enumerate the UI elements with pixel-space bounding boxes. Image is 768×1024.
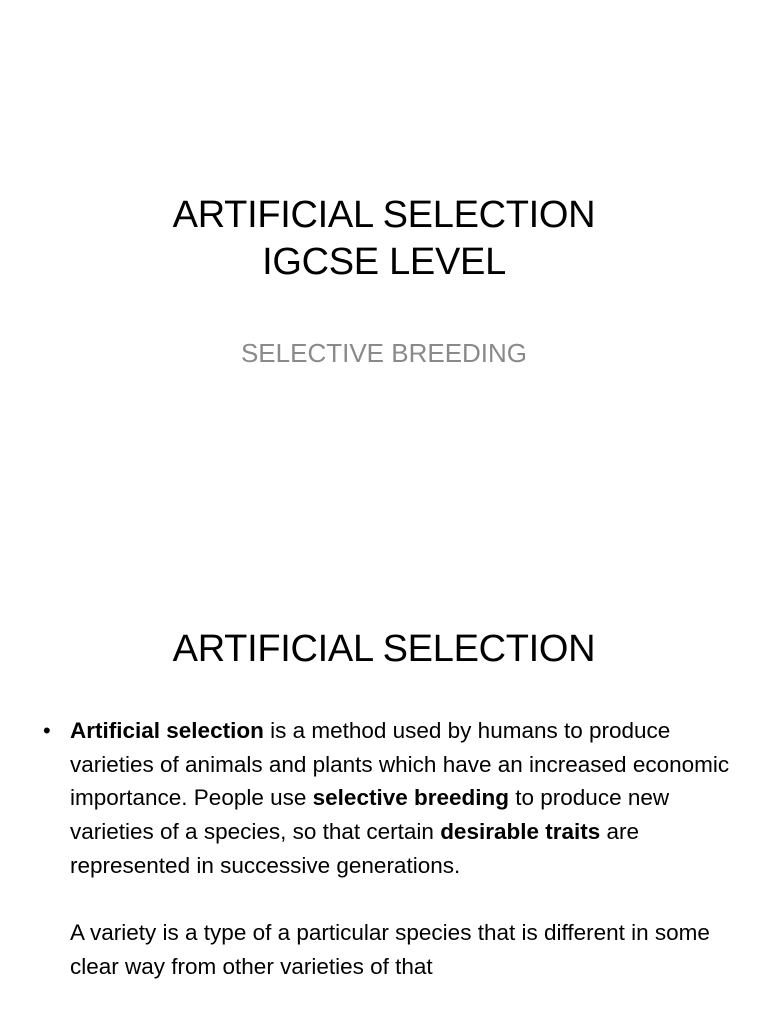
paragraph-text: is a method used by humans to produce varieties of animals and plants which have an increased economic importance. People use	[70, 718, 730, 811]
term-desirable-traits: desirable traits	[440, 819, 601, 845]
title-line-1: ARTIFICIAL SELECTION	[172, 194, 596, 236]
slide-content	[0, 576, 768, 1024]
paragraph-text: are represented in successive generations.	[70, 819, 640, 878]
title-line-2: IGCSE LEVEL	[262, 241, 506, 283]
bullet-icon: •	[43, 718, 51, 743]
paragraph-text: to produce new varieties of a species, so that certain	[70, 785, 670, 845]
term-selective-breeding: selective breeding	[312, 785, 509, 811]
paragraph-definition	[70, 714, 740, 883]
term-artificial-selection: Artificial selection	[70, 718, 264, 743]
slide-body	[43, 714, 740, 984]
slide-content-heading: ARTIFICIAL SELECTION	[172, 628, 596, 670]
slide-title-heading	[0, 192, 768, 286]
paragraph-variety: A variety is a type of a particular species that is different in some clear way from other varieties of that	[70, 920, 710, 979]
slide-subtitle: SELECTIVE BREEDING	[240, 338, 528, 368]
